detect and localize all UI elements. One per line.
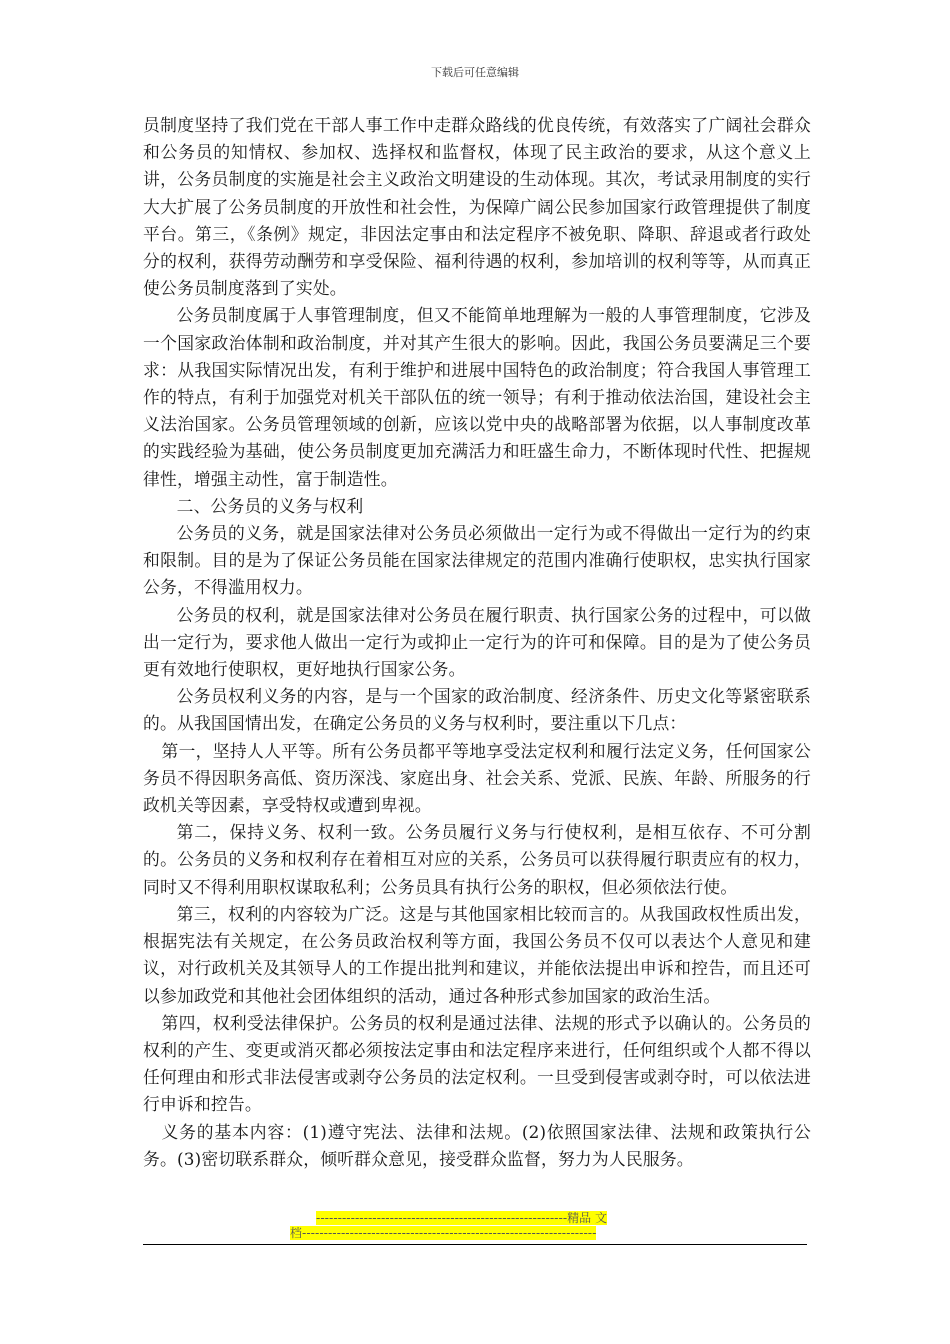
paragraph: 义务的基本内容：(1)遵守宪法、法律和法规。(2)依照国家法律、法规和政策执行公务。(3)密切联系群众，倾听群众意见，接受群众监督，努力为人民服务。 <box>143 1121 811 1169</box>
footer-divider <box>143 1244 807 1245</box>
paragraph-continuation: 员制度坚持了我们党在干部人事工作中走群众路线的优良传统，有效落实了广阔社会群众和公务员的知情权、参加权、选择权和监督权，体现了民主政治的要求，从这个意义上讲，公务员制度的实施是社会主义政治文明建设的生动体现。其次，考试录用制度的实行大大扩展了公务员制度的开放性和社会性，为保障广阔公民参加国家行政管理提供了制度平台。第三，《条例》规定，非因法定事由和法定程序不被免职、降职、辞退或者行政处分的权利，获得劳动酬劳和享受保险、福利待遇的权利，参加培训的权利等等，从而真正使公务员制度落到了实处。 <box>143 115 811 299</box>
footer-watermark <box>290 1211 650 1241</box>
paragraph: 第二，保持义务、权利一致。公务员履行义务与行使权利，是相互依存、不可分割的。公务员的义务和权利存在着相互对应的关系，公务员可以获得履行职责应有的权力，同时又不得利用职权谋取私利；公务员具有执行公务的职权，但必须依法行使。 <box>143 822 811 897</box>
paragraph: 公务员制度属于人事管理制度，但又不能简单地理解为一般的人事管理制度，它涉及一个国家政治体制和政治制度，并对其产生很大的影响。因此，我国公务员要满足三个要求：从我国实际情况出发，有利于维护和进展中国特色的政治制度；符合我国人事管理工作的特点，有利于加强党对机关干部队伍的统一领导；有利于推动依法治国，建设社会主义法治国家。公务员管理领域的创新，应该以党中央的战略部署为依据，以人事制度改革的实践经验为基础，使公务员制度更加充满活力和旺盛生命力，不断体现时代性、把握规律性，增强主动性，富于制造性。 <box>143 305 811 489</box>
paragraph: 公务员权利义务的内容，是与一个国家的政治制度、经济条件、历史文化等紧密联系的。从我国国情出发，在确定公务员的义务与权利时，要注重以下几点： <box>143 686 811 734</box>
body-text <box>143 112 811 1173</box>
footer-line-2: 档-------------------------------------------------------------------- <box>290 1226 597 1240</box>
paragraph: 第一，坚持人人平等。所有公务员都平等地享受法定权利和履行法定义务，任何国家公务员不得因职务高低、资历深浅、家庭出身、社会关系、党派、民族、年龄、所服务的行政机关等因素，享受特权或遭到卑视。 <box>143 740 811 816</box>
footer-line-1: ----------------------------------------------------------精品 文 <box>316 1211 607 1225</box>
paragraph: 第四，权利受法律保护。公务员的权利是通过法律、法规的形式予以确认的。公务员的权利的产生、变更或消灭都必须按法定事由和法定程序来进行，任何组织或个人都不得以任何理由和形式非法侵害或剥夺公务员的法定权利。一旦受到侵害或剥夺时，可以依法进行申诉和控告。 <box>143 1012 811 1115</box>
paragraph: 公务员的义务，就是国家法律对公务员必须做出一定行为或不得做出一定行为的约束和限制。目的是为了保证公务员能在国家法律规定的范围内准确行使职权，忠实执行国家公务，不得滥用权力。 <box>143 523 811 598</box>
paragraph: 第三，权利的内容较为广泛。这是与其他国家相比较而言的。从我国政权性质出发，根据宪法有关规定，在公务员政治权利等方面，我国公务员不仅可以表达个人意见和建议，对行政机关及其领导人的工作提出批判和建议，并能依法提出申诉和控告，而且还可以参加政党和其他社会团体组织的活动，通过各种形式参加国家的政治生活。 <box>143 903 811 1006</box>
paragraph: 公务员的权利，就是国家法律对公务员在履行职责、执行国家公务的过程中，可以做出一定行为，要求他人做出一定行为或抑止一定行为的许可和保障。目的是为了使公务员更有效地行使职权，更好地执行国家公务。 <box>143 604 811 680</box>
section-heading: 二、公务员的义务与权利 <box>176 495 364 516</box>
page-header: 下载后可任意编辑 <box>431 66 519 79</box>
